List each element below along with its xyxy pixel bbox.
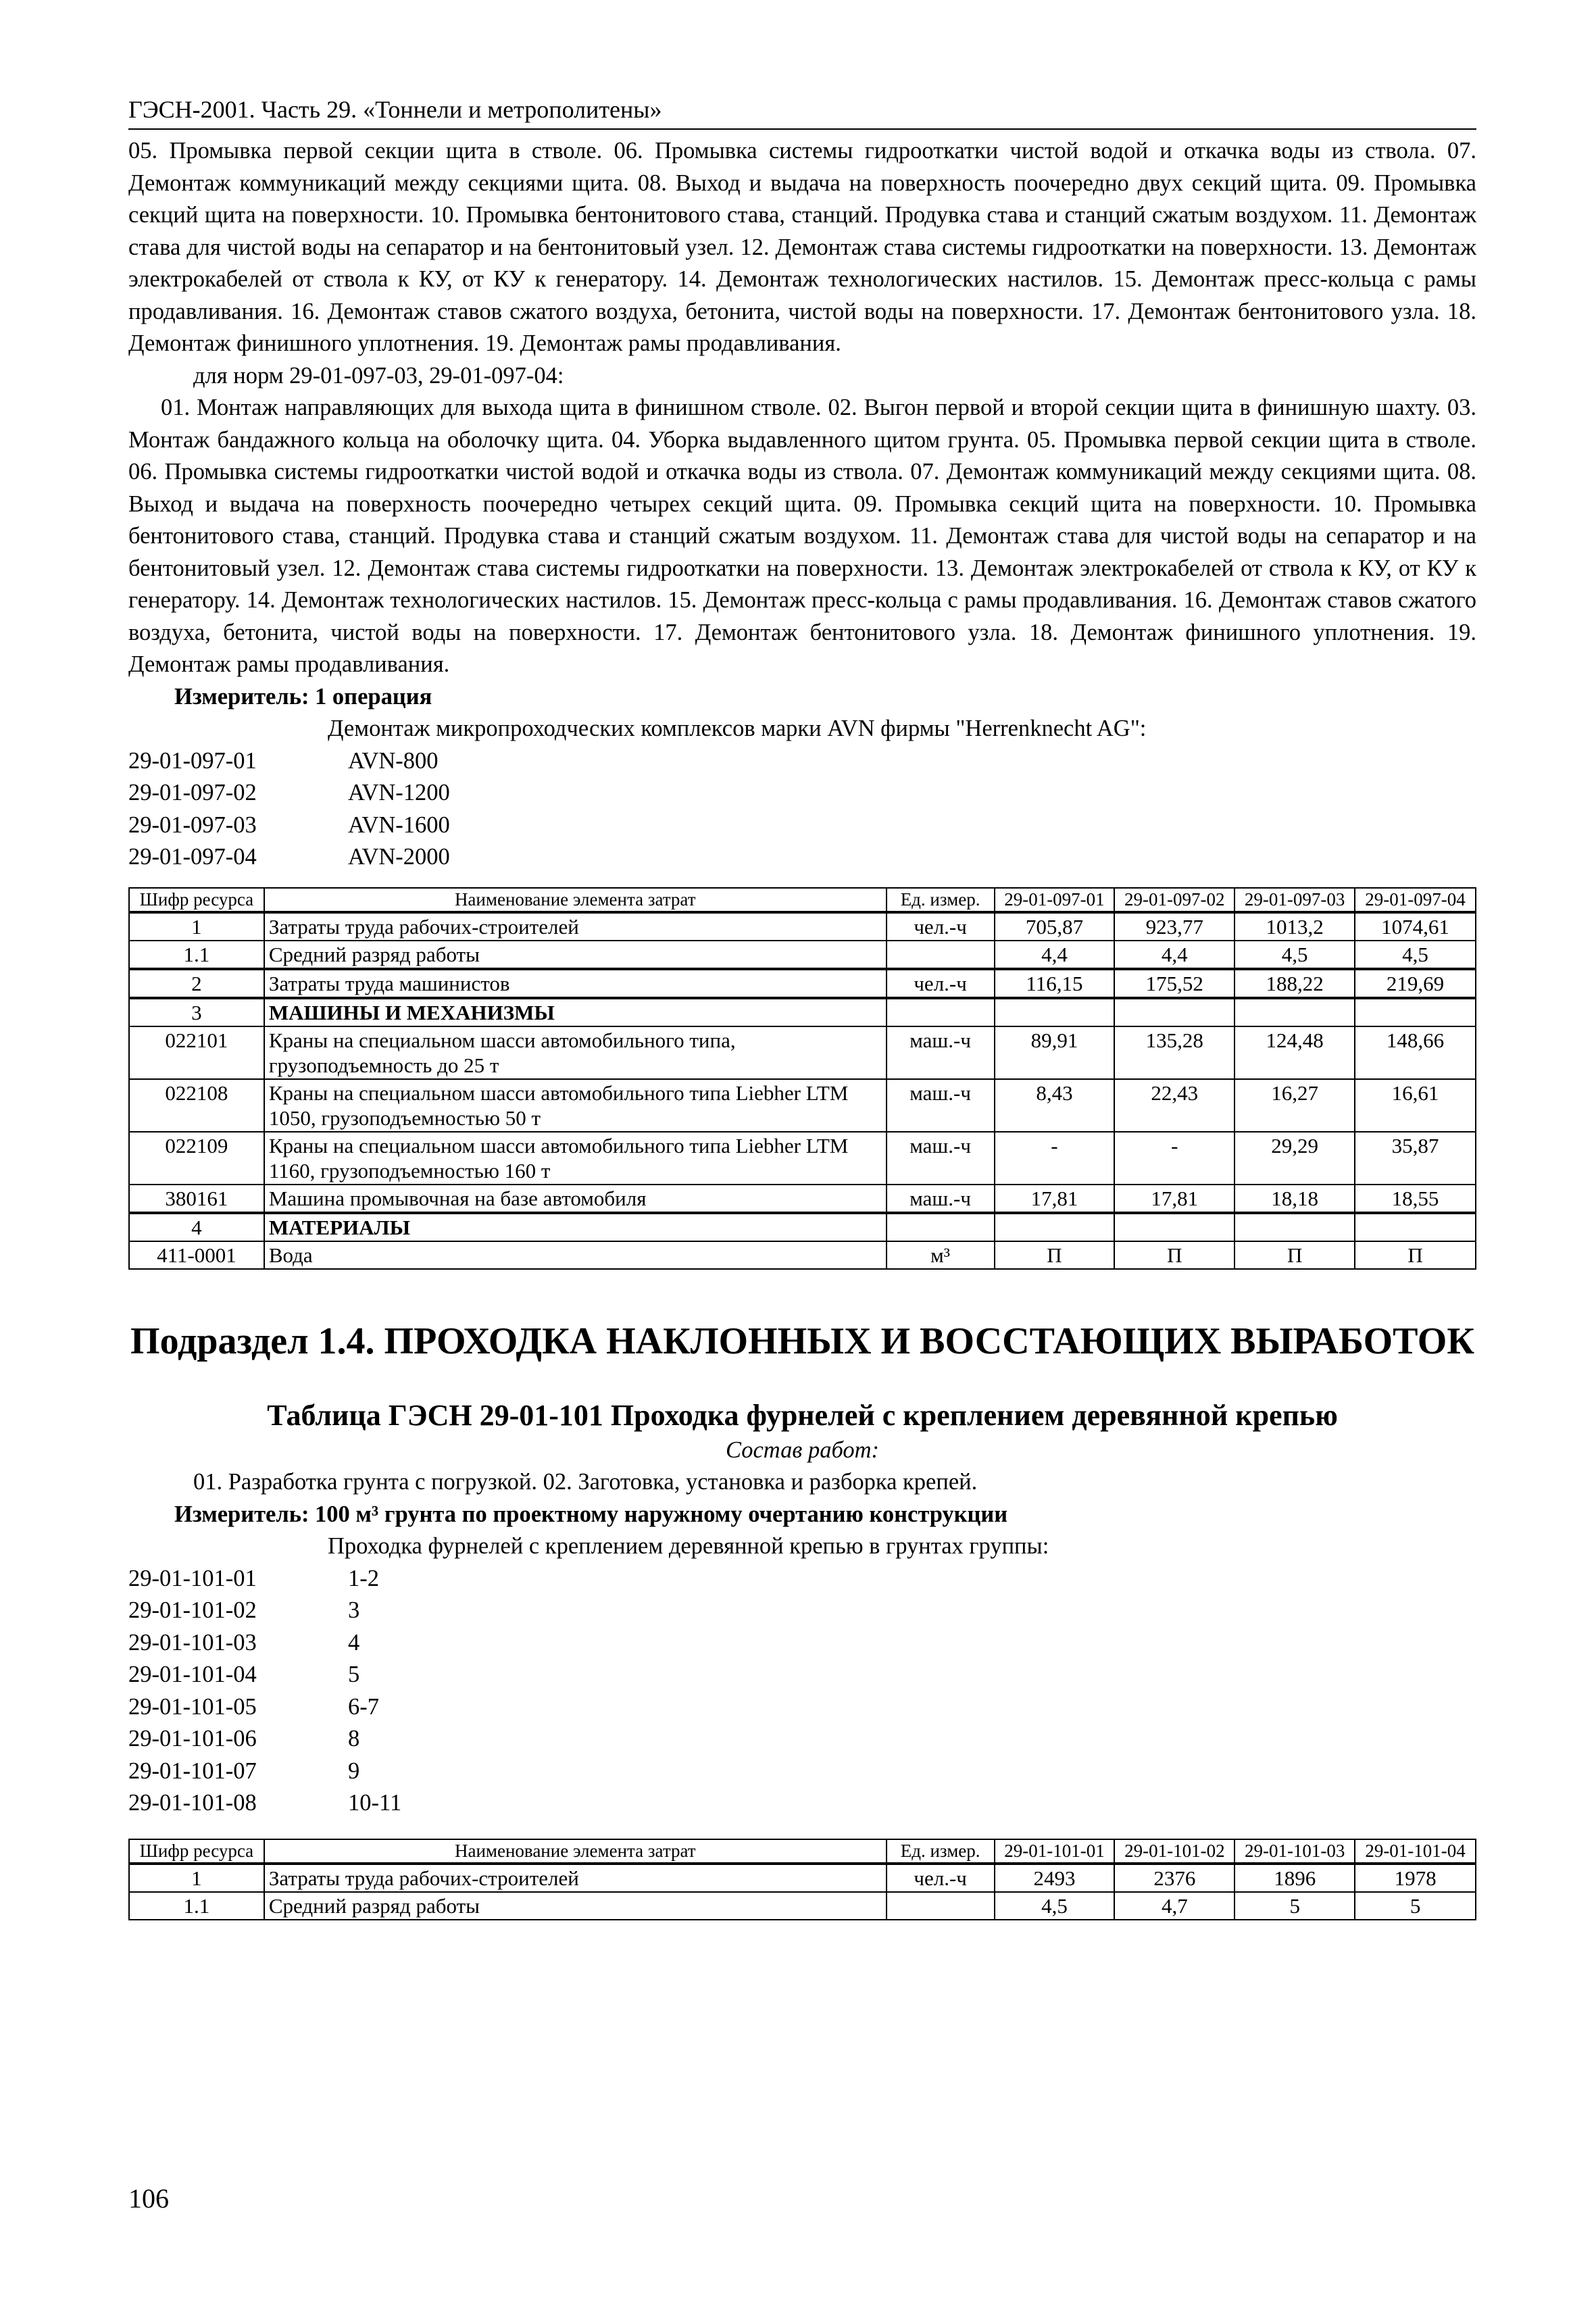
description-1: Демонтаж микропроходческих комплексов марки AVN фирмы "Herrenknecht AG": <box>328 716 1147 741</box>
cell-value: 18,18 <box>1235 1185 1355 1213</box>
cell-unit: м³ <box>887 1241 995 1269</box>
code-row <box>128 1691 1476 1724</box>
code-row <box>128 1756 1476 1788</box>
cell-code: 1.1 <box>129 1892 264 1920</box>
header-unit: Ед. измер. <box>887 888 995 912</box>
norm-name: 3 <box>348 1597 360 1623</box>
norm-name: 10-11 <box>348 1790 402 1816</box>
header-col: 29-01-097-01 <box>995 888 1115 912</box>
code-row <box>128 841 1476 874</box>
cell-value <box>1114 1213 1235 1241</box>
norm-name: 1-2 <box>348 1565 379 1591</box>
cell-value: 2493 <box>995 1864 1115 1892</box>
cell-value: 16,61 <box>1355 1079 1476 1132</box>
norm-code: 29-01-101-03 <box>128 1629 257 1656</box>
resource-table-1 <box>128 887 1476 1270</box>
norm-name: AVN-2000 <box>348 844 450 870</box>
work-composition-label: Состав работ: <box>725 1437 880 1463</box>
cell-value: 5 <box>1235 1892 1355 1920</box>
cell-code: 1 <box>129 1864 264 1892</box>
code-row <box>128 1787 1476 1820</box>
norm-code: 29-01-101-02 <box>128 1597 257 1623</box>
cell-value: 4,4 <box>1114 941 1235 969</box>
cell-name: МАТЕРИАЛЫ <box>264 1213 887 1241</box>
cell-value: 923,77 <box>1114 912 1235 941</box>
cell-value: - <box>995 1132 1115 1185</box>
cell-value <box>995 998 1115 1026</box>
cell-value: 1896 <box>1235 1864 1355 1892</box>
subsection-title: Подраздел 1.4. ПРОХОДКА НАКЛОННЫХ И ВОССТАЮЩИХ ВЫРАБОТОК <box>130 1320 1474 1362</box>
cell-unit <box>887 998 995 1026</box>
norm-code: 29-01-097-04 <box>128 844 257 870</box>
norm-name: 6-7 <box>348 1693 379 1720</box>
cell-value <box>1355 998 1476 1026</box>
cell-value: 124,48 <box>1235 1026 1355 1079</box>
cell-value: 116,15 <box>995 969 1115 998</box>
norm-name: 4 <box>348 1629 360 1656</box>
cell-value: 89,91 <box>995 1026 1115 1079</box>
cell-unit: чел.-ч <box>887 969 995 998</box>
norm-code: 29-01-101-05 <box>128 1693 257 1720</box>
cell-code: 022101 <box>129 1026 264 1079</box>
cell-code: 3 <box>129 998 264 1026</box>
code-row <box>128 1627 1476 1660</box>
cell-value: 188,22 <box>1235 969 1355 998</box>
cell-value: 22,43 <box>1114 1079 1235 1132</box>
header-shifr: Шифр ресурса <box>129 1839 264 1864</box>
header-col: 29-01-101-02 <box>1114 1839 1235 1864</box>
table-row <box>129 1132 1476 1185</box>
header-col: 29-01-101-04 <box>1355 1839 1476 1864</box>
table-row <box>129 1864 1476 1892</box>
cell-value: 17,81 <box>995 1185 1115 1213</box>
cell-code: 022109 <box>129 1132 264 1185</box>
norms-paragraph: 01. Монтаж направляющих для выхода щита в финишном стволе. 02. Выгон первой и второй секции щита в финишную шахту. 03. Монтаж бандажного кольца на оболочку щита. 04. Уборка выдавленного щитом грунта. 05. Промывка первой секции щита в стволе. 06. Промывка системы гидрооткатки чистой водой и откачка воды из ствола. 07. Демонтаж коммуникаций между секциями щита. 08. Выход и выдача на поверхность поочередно четырех секций щита. 09. Промывка секций щита на поверхности. 10. Промывка бентонитового става, станций. Продувка става и станций сжатым воздухом. 11. Демонтаж става для чистой воды на сепаратор и на бентонитовый узел. 12. Демонтаж става системы гидрооткатки на поверхности. 13. Демонтаж электрокабелей от ствола к КУ, от КУ к генератору. 14. Демонтаж технологических настилов. 15. Демонтаж пресс-кольца с рамы продавливания. 16. Демонтаж ставов сжатого воздуха, бетонита, чистой воды на поверхности. 17. Демонтаж бентонитового узла. 18. Демонтаж финишного уплотнения. 19. Демонтаж рамы продавливания. <box>128 395 1476 677</box>
cell-value: П <box>1235 1241 1355 1269</box>
work-composition-text: 01. Разработка грунта с погрузкой. 02. Заготовка, установка и разборка крепей. <box>193 1469 978 1495</box>
cell-code: 1.1 <box>129 941 264 969</box>
cell-name: МАШИНЫ И МЕХАНИЗМЫ <box>264 998 887 1026</box>
cell-name: Краны на специальном шасси автомобильного типа, грузоподъемность до 25 т <box>264 1026 887 1079</box>
cell-code: 2 <box>129 969 264 998</box>
code-row <box>128 1723 1476 1756</box>
cell-value: 35,87 <box>1355 1132 1476 1185</box>
cell-value: 148,66 <box>1355 1026 1476 1079</box>
norm-code: 29-01-101-01 <box>128 1565 257 1591</box>
norm-name: 8 <box>348 1726 360 1751</box>
cell-value: 18,55 <box>1355 1185 1476 1213</box>
table-row <box>129 912 1476 941</box>
code-row <box>128 745 1476 778</box>
norm-code: 29-01-097-01 <box>128 747 257 774</box>
cell-value: П <box>995 1241 1115 1269</box>
table-row <box>129 969 1476 998</box>
intro-paragraph: 05. Промывка первой секции щита в стволе. 06. Промывка системы гидрооткатки чистой водой и откачка воды из ствола. 07. Демонтаж коммуникаций между секциями щита. 08. Выход и выдача на поверхность поочередно двух секций щита. 09. Промывка секций щита на поверхности. 10. Промывка бентонитового става, станций. Продувка става и станций сжатым воздухом. 11. Демонтаж става для чистой воды на сепаратор и на бентонитовый узел. 12. Демонтаж става системы гидрооткатки на поверхности. 13. Демонтаж электрокабелей от ствола к КУ, от КУ к генератору. 14. Демонтаж технологических настилов. 15. Демонтаж пресс-кольца с рамы продавливания. 16. Демонтаж ставов сжатого воздуха, бетонита, чистой воды на поверхности. 17. Демонтаж бентонитового узла. 18. Демонтаж финишного уплотнения. 19. Демонтаж рамы продавливания. <box>128 138 1476 356</box>
cell-value <box>1235 998 1355 1026</box>
cell-code: 4 <box>129 1213 264 1241</box>
cell-name: Вода <box>264 1241 887 1269</box>
table-row <box>129 1213 1476 1241</box>
table-row <box>129 1079 1476 1132</box>
table-header-row <box>129 888 1476 912</box>
norm-code: 29-01-101-06 <box>128 1726 257 1751</box>
table-row <box>129 1185 1476 1213</box>
cell-value: 5 <box>1355 1892 1476 1920</box>
cell-unit: маш.-ч <box>887 1185 995 1213</box>
table-title: Таблица ГЭСН 29-01-101 Проходка фурнелей с креплением деревянной крепью <box>267 1398 1338 1432</box>
norm-name: AVN-1600 <box>348 812 450 838</box>
header-unit: Ед. измер. <box>887 1839 995 1864</box>
norm-name: 9 <box>348 1758 360 1784</box>
cell-value: 1074,61 <box>1355 912 1476 941</box>
measure-label-2: Измеритель: 100 м³ грунта по проектному наружному очертанию конструкции <box>174 1501 1008 1527</box>
header-col: 29-01-097-04 <box>1355 888 1476 912</box>
norm-code: 29-01-097-02 <box>128 780 257 805</box>
cell-value: 175,52 <box>1114 969 1235 998</box>
cell-value: 4,5 <box>1235 941 1355 969</box>
cell-unit: маш.-ч <box>887 1079 995 1132</box>
cell-value <box>1114 998 1235 1026</box>
cell-unit <box>887 1892 995 1920</box>
table-row <box>129 1892 1476 1920</box>
cell-value <box>995 1213 1115 1241</box>
cell-name: Затраты труда машинистов <box>264 969 887 998</box>
norm-name: AVN-800 <box>348 747 439 774</box>
header-name: Наименование элемента затрат <box>264 1839 887 1864</box>
header-col: 29-01-101-01 <box>995 1839 1115 1864</box>
header-shifr: Шифр ресурса <box>129 888 264 912</box>
cell-code: 1 <box>129 912 264 941</box>
cell-name: Краны на специальном шасси автомобильного типа Liebher LTM 1050, грузоподъемностью 50 т <box>264 1079 887 1132</box>
header-col: 29-01-097-02 <box>1114 888 1235 912</box>
cell-value: 219,69 <box>1355 969 1476 998</box>
page-number: 106 <box>128 2183 169 2214</box>
description-2: Проходка фурнелей с креплением деревянной крепью в грунтах группы: <box>328 1533 1049 1559</box>
cell-value <box>1235 1213 1355 1241</box>
norm-name: AVN-1200 <box>348 780 450 805</box>
cell-name: Затраты труда рабочих-строителей <box>264 912 887 941</box>
cell-value: 1013,2 <box>1235 912 1355 941</box>
table-row <box>129 998 1476 1026</box>
running-header: ГЭСН-2001. Часть 29. «Тоннели и метрополитены» <box>128 95 1476 130</box>
header-col: 29-01-097-03 <box>1235 888 1355 912</box>
cell-value: 17,81 <box>1114 1185 1235 1213</box>
norm-name: 5 <box>348 1662 360 1687</box>
table-row <box>129 1241 1476 1269</box>
cell-value: 4,5 <box>1355 941 1476 969</box>
cell-value: 135,28 <box>1114 1026 1235 1079</box>
cell-code: 380161 <box>129 1185 264 1213</box>
cell-value: 4,5 <box>995 1892 1115 1920</box>
cell-value: 4,7 <box>1114 1892 1235 1920</box>
cell-name: Средний разряд работы <box>264 941 887 969</box>
cell-name: Краны на специальном шасси автомобильного типа Liebher LTM 1160, грузоподъемностью 160 т <box>264 1132 887 1185</box>
cell-unit: чел.-ч <box>887 1864 995 1892</box>
cell-value: 16,27 <box>1235 1079 1355 1132</box>
cell-value: 1978 <box>1355 1864 1476 1892</box>
code-list-2 <box>128 1563 1476 1820</box>
norms-label: для норм 29-01-097-03, 29-01-097-04: <box>193 362 564 389</box>
resource-table-2 <box>128 1839 1476 1920</box>
cell-value: 4,4 <box>995 941 1115 969</box>
cell-code: 411-0001 <box>129 1241 264 1269</box>
cell-value: 8,43 <box>995 1079 1115 1132</box>
cell-value: 2376 <box>1114 1864 1235 1892</box>
norm-code: 29-01-101-04 <box>128 1662 257 1687</box>
cell-name: Машина промывочная на базе автомобиля <box>264 1185 887 1213</box>
cell-unit: маш.-ч <box>887 1026 995 1079</box>
cell-value <box>1355 1213 1476 1241</box>
code-row <box>128 777 1476 810</box>
cell-value: П <box>1114 1241 1235 1269</box>
header-name: Наименование элемента затрат <box>264 888 887 912</box>
code-row <box>128 1563 1476 1595</box>
cell-unit: чел.-ч <box>887 912 995 941</box>
table-header-row <box>129 1839 1476 1864</box>
measure-label-1: Измеритель: 1 операция <box>174 683 432 710</box>
cell-unit: маш.-ч <box>887 1132 995 1185</box>
table-row <box>129 1026 1476 1079</box>
norm-code: 29-01-101-08 <box>128 1790 257 1816</box>
table-row <box>129 941 1476 969</box>
code-row <box>128 1659 1476 1691</box>
cell-value: 705,87 <box>995 912 1115 941</box>
cell-value: П <box>1355 1241 1476 1269</box>
code-list-1 <box>128 745 1476 874</box>
header-col: 29-01-101-03 <box>1235 1839 1355 1864</box>
cell-unit <box>887 941 995 969</box>
cell-code: 022108 <box>129 1079 264 1132</box>
cell-value: - <box>1114 1132 1235 1185</box>
cell-name: Затраты труда рабочих-строителей <box>264 1864 887 1892</box>
cell-value: 29,29 <box>1235 1132 1355 1185</box>
norm-code: 29-01-097-03 <box>128 812 257 838</box>
code-row <box>128 810 1476 842</box>
document-page <box>128 95 1476 2277</box>
code-row <box>128 1595 1476 1627</box>
cell-unit <box>887 1213 995 1241</box>
norm-code: 29-01-101-07 <box>128 1758 257 1784</box>
cell-name: Средний разряд работы <box>264 1892 887 1920</box>
